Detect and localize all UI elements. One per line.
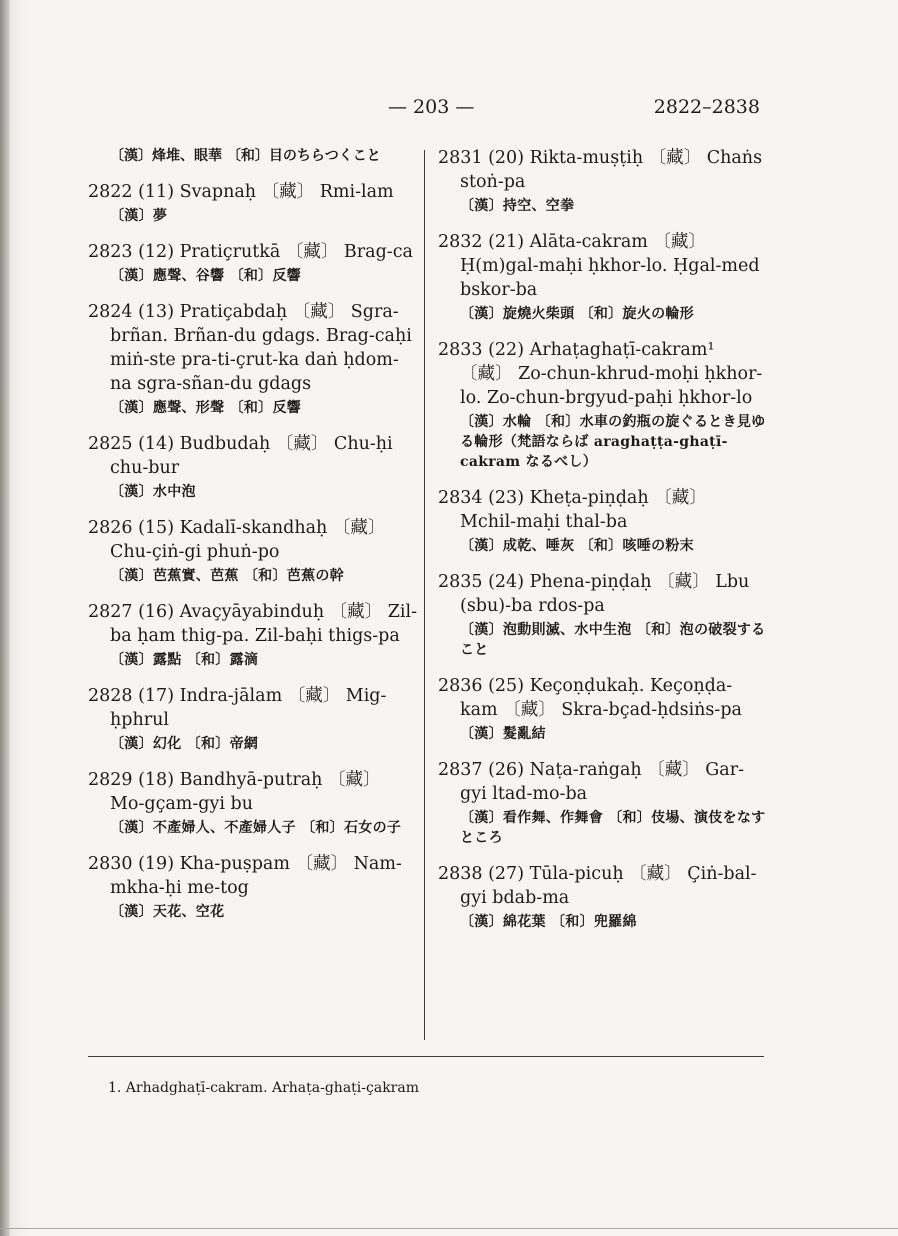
entry-2832 — [438, 230, 768, 324]
entry-gloss: 〔漢〕幻化 〔和〕帝網 — [110, 736, 259, 752]
footnote-rule — [88, 1056, 764, 1057]
entry-headword: 2835 (24) Phena-piṇḍaḥ 〔藏〕 Lbu (sbu)-ba rdos-pa — [438, 572, 750, 616]
entry-2837 — [438, 758, 768, 848]
entry-range: 2822–2838 — [653, 96, 760, 118]
entry-gloss: 〔漢〕旋燒火柴頭 〔和〕旋火の輪形 — [460, 306, 694, 322]
entry-2823 — [88, 240, 418, 286]
entry-gloss: 〔漢〕夢 — [110, 208, 168, 224]
right-column — [438, 146, 768, 946]
footnote: 1. Arhadghaṭī-cakram. Arhaṭa-ghaṭi-çakram — [108, 1080, 419, 1096]
entry-gloss: 〔漢〕應聲、形聲 〔和〕反響 — [110, 400, 302, 416]
scan-edge — [0, 1228, 898, 1229]
entry-2835 — [438, 570, 768, 660]
entry-2825 — [88, 432, 418, 502]
entry-2830 — [88, 852, 418, 922]
entry-gloss: 〔漢〕成乾、唾灰 〔和〕咳唾の粉末 — [460, 538, 694, 554]
entry-gloss: 〔漢〕天花、空花 — [110, 904, 225, 920]
entry-2826 — [88, 516, 418, 586]
entry-headword: 2838 (27) Tūla-picuḥ 〔藏〕 Çiṅ-bal-gyi bdab-ma — [438, 864, 757, 908]
entry-headword: 2822 (11) Svapnaḥ 〔藏〕 Rmi-lam — [88, 182, 394, 202]
entry-gloss: 〔漢〕水中泡 — [110, 484, 196, 500]
entry-gloss: 〔漢〕綿花葉 〔和〕兜羅綿 — [460, 914, 637, 930]
entry-2831 — [438, 146, 768, 216]
entry-2822 — [88, 180, 418, 226]
entry-headword: 2833 (22) Arhaṭaghaṭī-cakram¹ 〔藏〕 Zo-chun-khrud-moḥi ḥkhor-lo. Zo-chun-brgyud-paḥi ḥkhor-lo — [438, 340, 763, 408]
entry-gloss: 〔漢〕持空、空拳 — [460, 198, 575, 214]
entry-2833 — [438, 338, 768, 472]
entry-2836 — [438, 674, 768, 744]
entry-headword: 2836 (25) Keçoṇḍukaḥ. Keçoṇḍa-kam 〔藏〕 Skra-bçad-ḥdsiṅs-pa — [438, 676, 742, 720]
entry-2827 — [88, 600, 418, 670]
entry-gloss: 〔漢〕水輪 〔和〕水車の釣瓶の旋ぐるとき見ゆる輪形（梵語ならば araghaṭṭa-ghaṭī-cakram なるべし） — [460, 414, 766, 470]
entry-gloss: 〔漢〕不產婦人、不產婦人子 〔和〕石女の子 — [110, 820, 402, 836]
entry-headword: 2832 (21) Alāta-cakram 〔藏〕 Ḥ(m)gal-maḥi ḥkhor-lo. Ḥgal-med bskor-ba — [438, 232, 760, 300]
entry-gloss: 〔漢〕看作舞、作舞會 〔和〕伎場、演伎をなすところ — [460, 810, 766, 846]
entry-gloss: 〔漢〕芭蕉實、芭蕉 〔和〕芭蕉の幹 — [110, 568, 344, 584]
entry-gloss: 〔漢〕髮亂結 — [460, 726, 546, 742]
continuation-line: 〔漢〕烽堆、眼華 〔和〕目のちらつくこと — [110, 148, 381, 164]
entry-2834 — [438, 486, 768, 556]
entry-2838 — [438, 862, 768, 932]
left-column — [88, 146, 418, 936]
entry-headword: 2829 (18) Bandhyā-putraḥ 〔藏〕 Mo-gçam-gyi bu — [88, 770, 381, 814]
page-header — [0, 92, 898, 122]
page-number: — 203 — — [388, 96, 475, 118]
entry-headword: 2824 (13) Pratiçabdaḥ 〔藏〕 Sgra-brñan. Brñan-du gdags. Brag-caḥi miṅ-ste pra-ti-çrut-ka daṅ ḥdom-na sgra-sñan-du gdags — [88, 302, 412, 394]
entry-headword: 2823 (12) Pratiçrutkā 〔藏〕 Brag-ca — [88, 242, 413, 262]
column-divider — [424, 150, 425, 1040]
entry-2824 — [88, 300, 418, 418]
entry-gloss: 〔漢〕露點 〔和〕露滴 — [110, 652, 259, 668]
entry-headword: 2825 (14) Budbudaḥ 〔藏〕 Chu-ḥi chu-bur — [88, 434, 393, 478]
entry-2829 — [88, 768, 418, 838]
entry-headword: 2834 (23) Kheṭa-piṇḍaḥ 〔藏〕 Mchil-maḥi thal-ba — [438, 488, 707, 532]
entry-headword: 2831 (20) Rikta-muṣṭiḥ 〔藏〕 Chaṅs stoṅ-pa — [438, 148, 763, 192]
entry-headword: 2827 (16) Avaçyāyabinduḥ 〔藏〕 Zil-ba ḥam thig-pa. Zil-baḥi thigs-pa — [88, 602, 417, 646]
entry-2828 — [88, 684, 418, 754]
entry-gloss: 〔漢〕應聲、谷響 〔和〕反響 — [110, 268, 302, 284]
entry-headword: 2828 (17) Indra-jālam 〔藏〕 Mig-ḥphrul — [88, 686, 387, 730]
entry-gloss: 〔漢〕泡動則滅、水中生泡 〔和〕泡の破裂すること — [460, 622, 766, 658]
entry-headword: 2837 (26) Naṭa-raṅgaḥ 〔藏〕 Gar-gyi ltad-mo-ba — [438, 760, 745, 804]
binding-shadow — [0, 0, 10, 1236]
entry-headword: 2830 (19) Kha-puṣpam 〔藏〕 Nam-mkha-ḥi me-tog — [88, 854, 402, 898]
entry-headword: 2826 (15) Kadalī-skandhaḥ 〔藏〕 Chu-çiṅ-gi phuṅ-po — [88, 518, 386, 562]
